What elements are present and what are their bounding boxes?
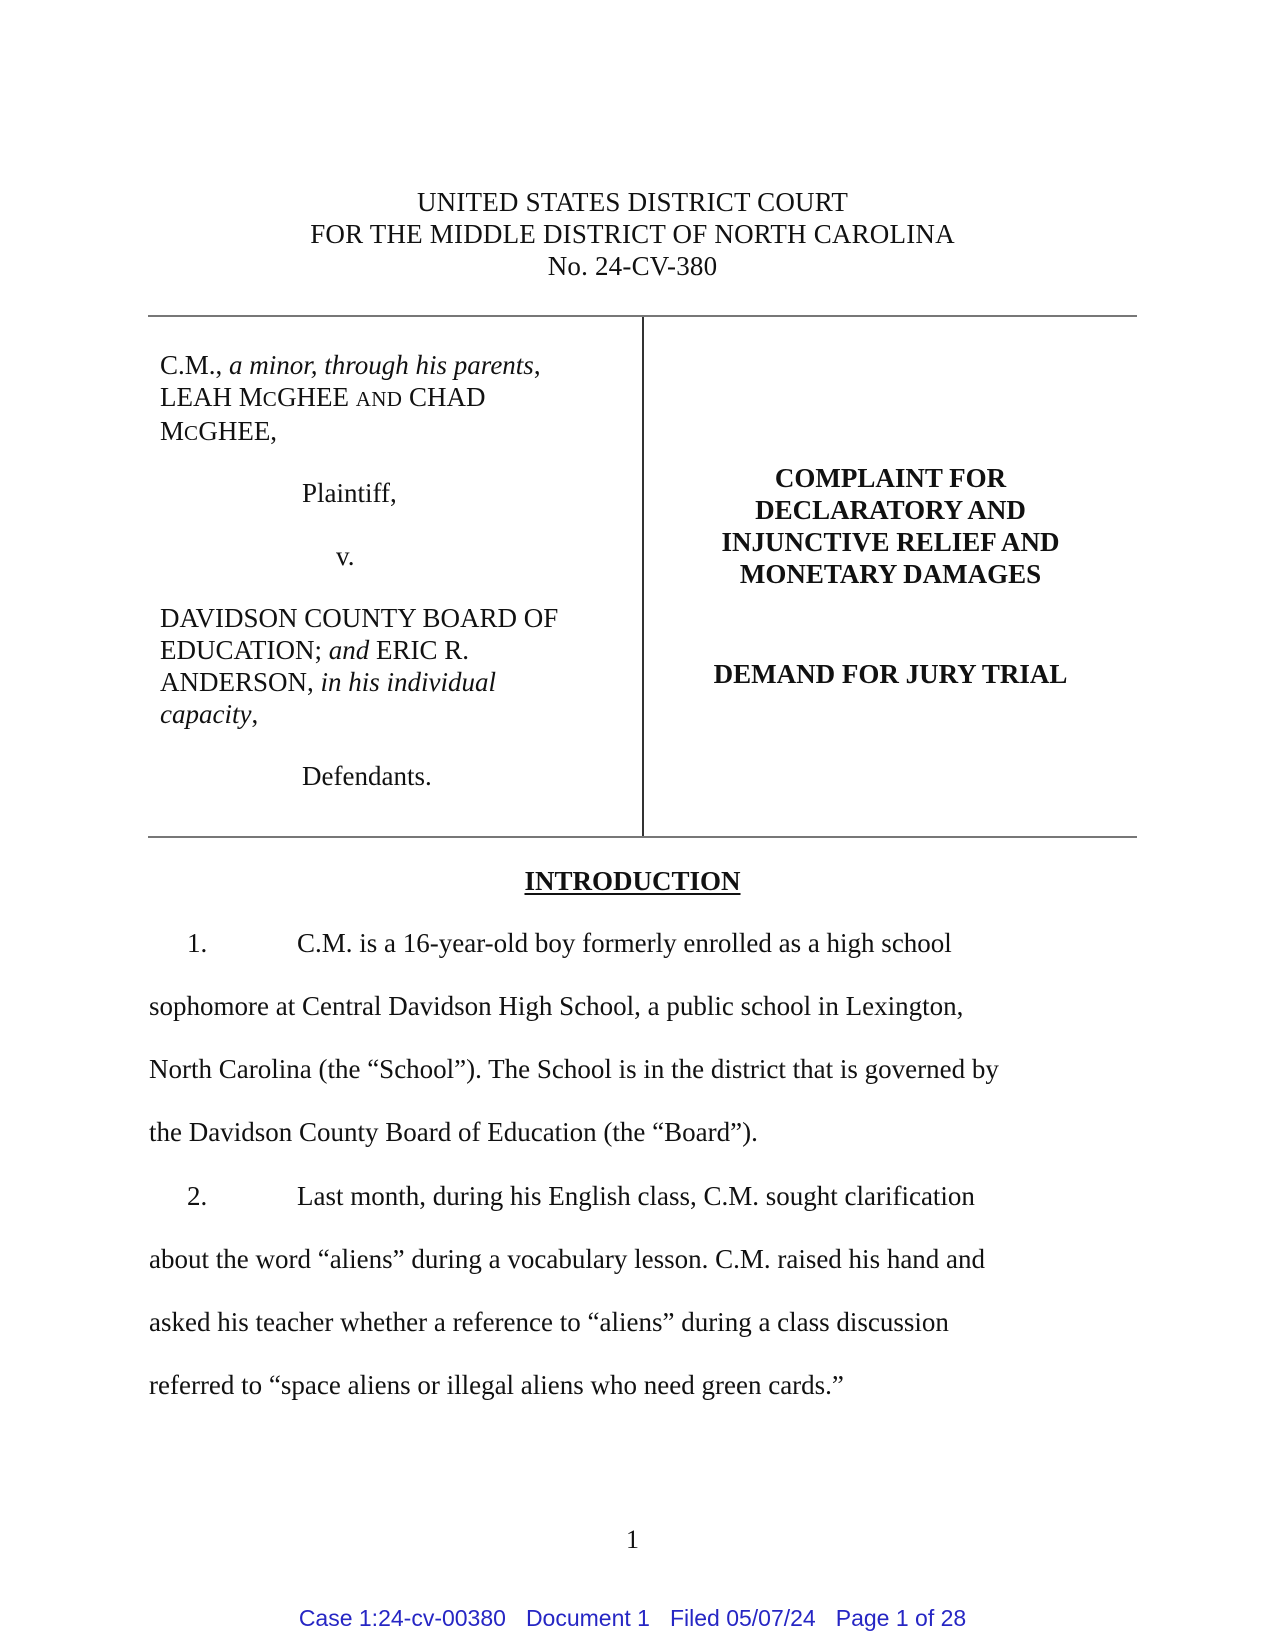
parent1-name-suffix: GHEE [277, 382, 356, 412]
plaintiff-description: a minor, through his parents [222, 350, 534, 380]
paragraph-2-line-4: referred to “space aliens or illegal aliens who need green cards.” [149, 1370, 844, 1400]
document-title [644, 462, 1137, 590]
court-name: UNITED STATES DISTRICT COURT [416, 187, 849, 217]
plaintiff-party [160, 349, 630, 449]
section-heading-introduction [0, 865, 1265, 897]
heading-text: INTRODUCTION [524, 866, 741, 896]
title-line-1: COMPLAINT FOR [774, 463, 1007, 493]
paragraph-1-line-2: sophomore at Central Davidson High School, a public school in Lexington, [149, 991, 964, 1021]
jury-demand: DEMAND FOR JURY TRIAL [713, 659, 1068, 689]
conjunction: and [328, 635, 370, 665]
paragraph-text: Last month, during his English class, C.M. sought clarification [297, 1181, 975, 1211]
defendants-role: Defendants. [302, 761, 432, 791]
punctuation: , [251, 699, 259, 729]
stamp-filed-date: Filed 05/07/24 [669, 1605, 816, 1631]
paragraph-1-line-4: the Davidson County Board of Education (the “Board”). [149, 1117, 758, 1147]
page-number: 1 [626, 1525, 639, 1554]
case-number: No. 24-CV-380 [547, 251, 718, 281]
stamp-document-number: Document 1 [525, 1605, 650, 1631]
punctuation: , [533, 350, 541, 380]
stamp-page-count: Page 1 of 28 [835, 1605, 967, 1631]
parties-block [160, 349, 630, 792]
court-header [0, 186, 1265, 282]
parent2-first-name: CHAD [402, 382, 486, 412]
parent2-name-suffix: GHEE, [198, 416, 278, 446]
paragraph-1-line-3: North Carolina (the “School”). The School is in the district that is governed by [149, 1054, 999, 1084]
ecf-filing-stamp [0, 1604, 1265, 1632]
title-line-2: DECLARATORY AND [755, 495, 1026, 525]
title-line-4: MONETARY DAMAGES [739, 559, 1042, 589]
parent2-last-name: M [160, 416, 185, 446]
defendant-line-1: DAVIDSON COUNTY BOARD OF [160, 603, 559, 633]
versus: v. [336, 541, 355, 571]
title-line-3: INJUNCTIVE RELIEF AND [721, 527, 1060, 557]
capacity-word: capacity [160, 699, 252, 729]
paragraph-2-line-3: asked his teacher whether a reference to “aliens” during a class discussion [149, 1307, 949, 1337]
parent1-name-smallcaps: C [262, 387, 278, 411]
defendant-surname: ANDERSON, [160, 667, 321, 697]
paragraph-2-line-2: about the word “aliens” during a vocabulary lesson. C.M. raised his hand and [149, 1244, 986, 1274]
parent2-name-smallcaps: C [184, 421, 199, 445]
paragraph-number: 2. [187, 1181, 208, 1211]
defendants-party [160, 602, 630, 730]
stamp-case-number: Case 1:24-cv-00380 [298, 1605, 506, 1631]
paragraph-number: 1. [187, 928, 208, 958]
paragraph-text: C.M. is a 16-year-old boy formerly enrolled as a high school [297, 928, 952, 958]
court-district: FOR THE MIDDLE DISTRICT OF NORTH CAROLINA [310, 219, 955, 249]
parent1-name: LEAH M [160, 382, 263, 412]
plaintiff-name: C.M., [160, 350, 223, 380]
and-smallcaps: AND [355, 387, 403, 411]
case-caption [148, 315, 1137, 838]
defendant-individual: ERIC R. [369, 635, 470, 665]
paragraph-2-line-1 [149, 1180, 1129, 1212]
paragraph-1-line-1 [149, 927, 1129, 959]
plaintiff-role: Plaintiff, [302, 478, 397, 508]
defendant-board: EDUCATION; [160, 635, 329, 665]
capacity-description: in his individual [320, 667, 497, 697]
